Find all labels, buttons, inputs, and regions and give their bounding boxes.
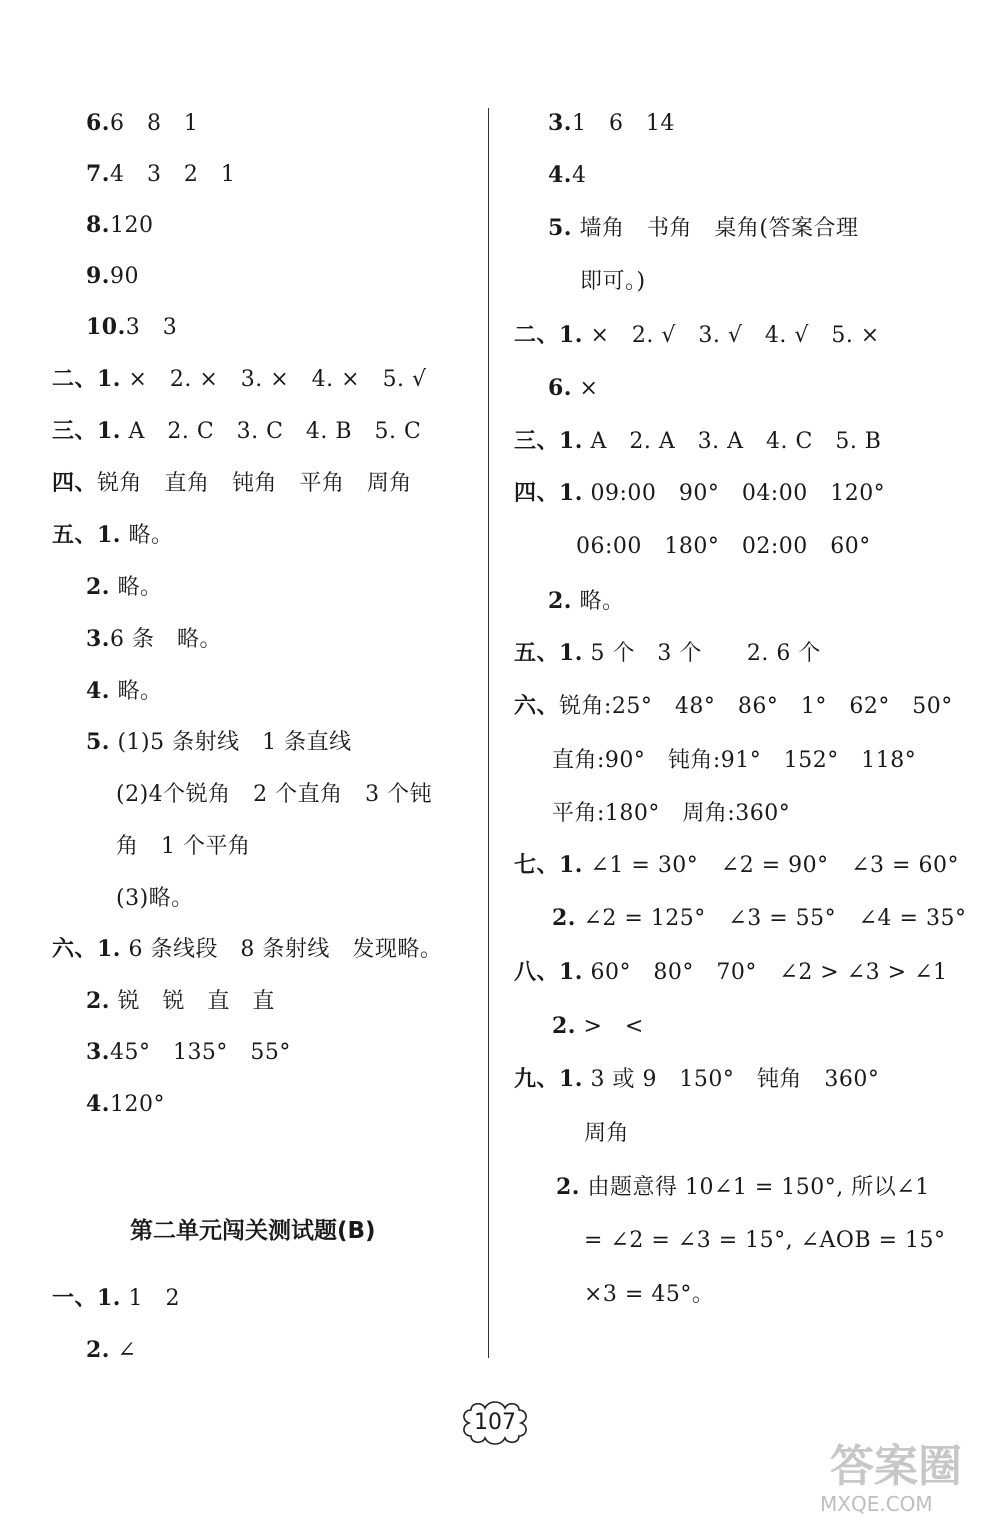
answer-line: 即可。) (580, 269, 646, 294)
answer-line: 5. 墙角 书角 桌角(答案合理 (548, 215, 859, 241)
answer-line: 二、1. × 2. × 3. × 4. × 5. √ (52, 366, 427, 392)
answer-line: 周角 (584, 1121, 630, 1146)
answer-line: 2. 锐 锐 直 直 (86, 988, 275, 1014)
answer-line: 8.120 (86, 212, 154, 238)
page-number: 107 (455, 1398, 535, 1448)
answer-line: 2. ∠2 = 125° ∠3 = 55° ∠4 = 35° (552, 905, 967, 931)
answer-line: 六、1. 6 条线段 8 条射线 发现略。 (52, 936, 443, 962)
answer-line: 角 1 个平角 (116, 834, 251, 859)
answer-line: (2)4个锐角 2 个直角 3 个钝 (116, 782, 433, 807)
section-title: 第二单元闯关测试题(B) (130, 1218, 376, 1244)
answer-line: 06:00 180° 02:00 60° (576, 534, 871, 559)
answer-line: 4.4 (548, 162, 587, 188)
answer-line: 七、1. ∠1 = 30° ∠2 = 90° ∠3 = 60° (514, 852, 959, 878)
answer-line: 3.1 6 14 (548, 110, 675, 136)
answer-line: 2. > < (552, 1013, 644, 1039)
answer-line: 八、1. 60° 80° 70° ∠2 > ∠3 > ∠1 (514, 959, 948, 985)
answer-line: 三、1. A 2. A 3. A 4. C 5. B (514, 428, 882, 454)
answer-line: 平角:180° 周角:360° (552, 801, 791, 826)
watermark-logo: 答案圈 MXQE.COM (820, 1441, 962, 1516)
answer-line: 三、1. A 2. C 3. C 4. B 5. C (52, 418, 422, 444)
answer-line: 二、1. × 2. √ 3. √ 4. √ 5. × (514, 322, 880, 348)
answer-line: 六、锐角:25° 48° 86° 1° 62° 50° (514, 693, 953, 719)
answer-line: = ∠2 = ∠3 = 15°, ∠AOB = 15° (584, 1228, 946, 1253)
answer-line: 九、1. 3 或 9 150° 钝角 360° (514, 1066, 880, 1092)
answer-line: 2. 略。 (86, 574, 163, 600)
answer-line: 4. 略。 (86, 678, 163, 704)
answer-line: 5. (1)5 条射线 1 条直线 (86, 729, 352, 755)
column-divider (488, 108, 489, 1358)
answer-line: (3)略。 (116, 886, 194, 911)
answer-line: 4.120° (86, 1091, 165, 1117)
answer-line: 一、1. 1 2 (52, 1285, 180, 1311)
answer-line: 6.6 8 1 (86, 110, 199, 136)
answer-line: 9.90 (86, 263, 139, 289)
answer-line: 2. 略。 (548, 588, 625, 614)
answer-line: 四、锐角 直角 钝角 平角 周角 (52, 470, 412, 496)
answer-line: 2. 由题意得 10∠1 = 150°, 所以∠1 (556, 1174, 930, 1200)
answer-line: 3.6 条 略。 (86, 626, 222, 652)
answer-line: 2. ∠ (86, 1337, 137, 1363)
answer-line: 7.4 3 2 1 (86, 161, 236, 187)
answer-line: 四、1. 09:00 90° 04:00 120° (514, 480, 886, 506)
answer-line: 10.3 3 (86, 314, 178, 340)
answer-line: ×3 = 45°。 (584, 1282, 715, 1307)
answer-line: 3.45° 135° 55° (86, 1039, 291, 1065)
answer-line: 五、1. 略。 (52, 522, 174, 548)
answer-line: 五、1. 5 个 3 个 2. 6 个 (514, 640, 821, 666)
answer-line: 直角:90° 钝角:91° 152° 118° (552, 748, 917, 773)
answer-line: 6. × (548, 375, 599, 401)
